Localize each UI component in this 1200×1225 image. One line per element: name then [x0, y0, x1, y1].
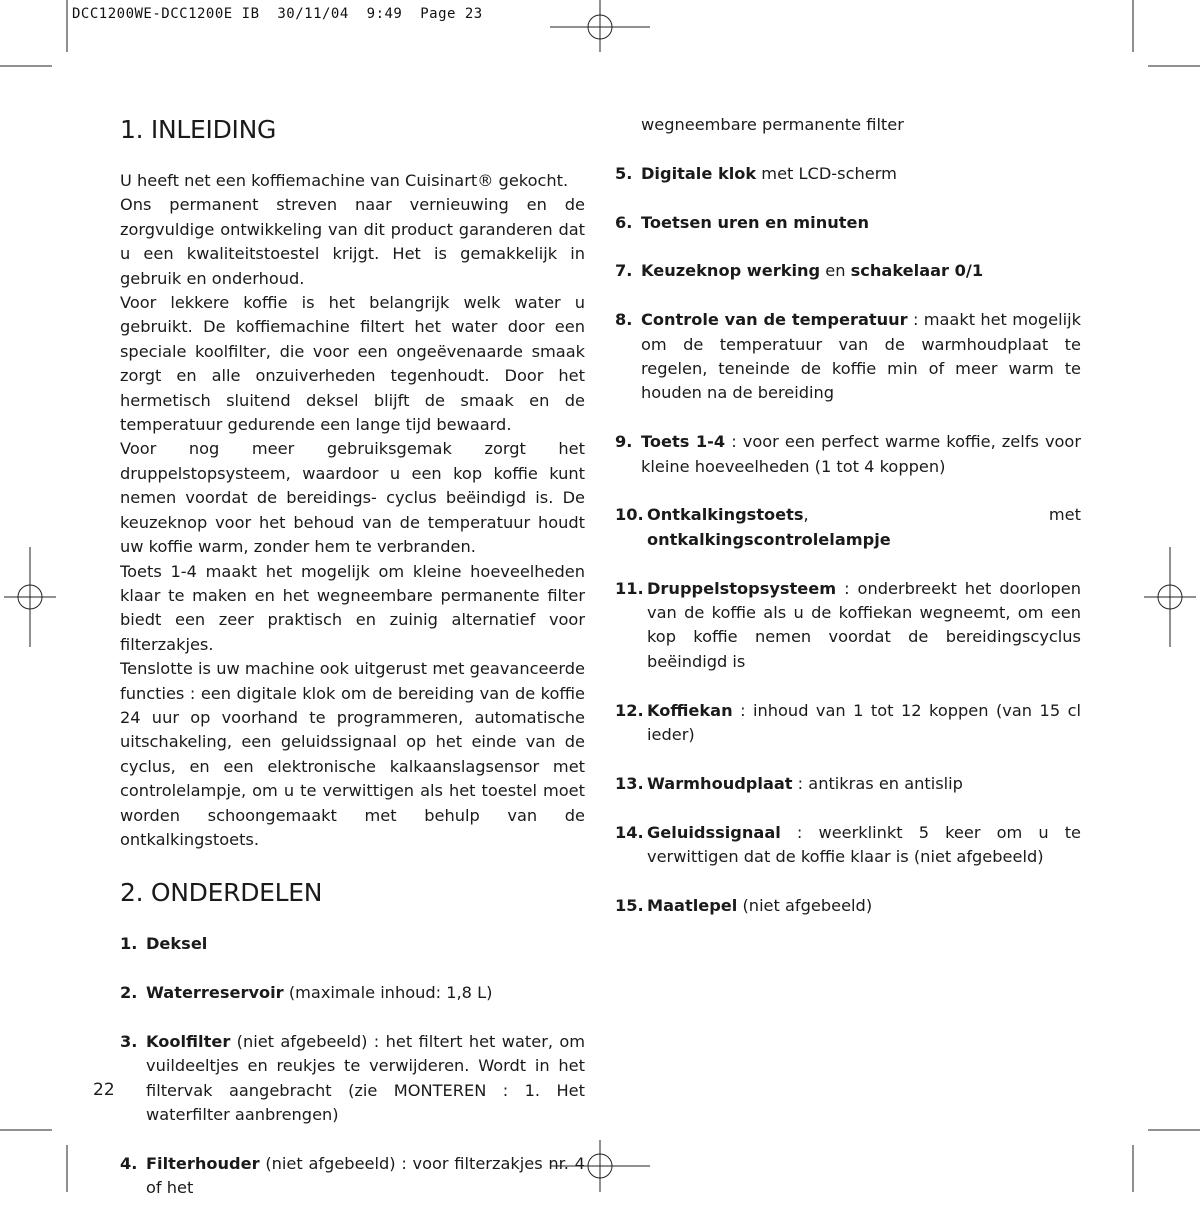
intro-paragraph: Voor nog meer gebruiksgemak zorgt het druppelstopsysteem, waardoor u een kop koffie kunt nemen voordat de bereidings- cyclus beëindigd is. De keuzeknop voor het behoud van de temperatuur houdt uw koffie warm, zonder hem te verbranden.: [120, 439, 585, 557]
item-description: : antikras en antislip: [792, 773, 963, 793]
item-term: Toetsen uren en minuten: [641, 212, 869, 232]
section-title-inleiding: 1. INLEIDING: [120, 115, 277, 144]
intro-paragraph: Ons permanent streven naar vernieuwing en de zorgvuldige ontwikkeling van dit product garanderen dat u een kwaliteitstoestel krijgt. Het is gemakkelijk in gebruik en onderhoud.: [120, 195, 585, 288]
intro-paragraph: Toets 1-4 maakt het mogelijk om kleine hoeveelheden klaar te maken en het wegneembare permanente filter biedt een zeer praktisch en zuinig alternatief voor filterzakjes.: [120, 561, 585, 654]
list-item: [615, 211, 1081, 235]
print-header: DCC1200WE-DCC1200E IB 30/11/04 9:49 Page 23: [72, 6, 483, 22]
section-title-onderdelen: 2. ONDERDELEN: [120, 878, 323, 908]
item-description: (maximale inhoud: 1,8 L): [283, 983, 493, 1003]
registration-mark-left: [4, 547, 56, 647]
item-description: : onderbreekt het doorlopen van de koffie als u de koffiekan wegneemt, om een kop koffie nemen voordat de bereidingscyclus beëindigd is: [647, 578, 1081, 671]
item-term: Controle van de temperatuur: [641, 310, 908, 330]
intro-paragraph: Tenslotte is uw machine ook uitgerust met geavanceerde functies : een digitale klok om de bereiding van de koffie 24 uur op voorhand te programmeren, automatische uitschakeling, een geluidssignaal op het einde van de cyclus, en een elektronische kalkaanslagsensor met controlelampje, om u te verwittigen als het toestel moet worden schoongemaakt met behulp van de ontkalkingstoets.: [120, 659, 585, 849]
item-number: 4.: [120, 1153, 138, 1173]
item-description: : voor een perfect warme koffie, zelfs voor kleine hoeveelheden (1 tot 4 koppen): [641, 432, 1081, 476]
item-number: 15.: [615, 895, 644, 915]
item-description: : maakt het mogelijk om de temperatuur van de warmhoudplaat te regelen, teneinde de koffie min of meer warm te houden na de bereiding: [641, 310, 1081, 403]
item-description: : weerklinkt 5 keer om u te verwittigen dat de koffie klaar is (niet afgebeeld): [647, 822, 1081, 867]
right-column: [615, 113, 1081, 943]
item-number: 10.: [615, 505, 644, 525]
item-term-secondary: ontkalkingscontrolelampje: [647, 529, 891, 549]
list-item: [615, 894, 1081, 918]
item-number: 9.: [615, 432, 633, 452]
page-number: 22: [93, 1080, 115, 1100]
list-item: [615, 577, 1081, 675]
item-number: 8.: [615, 310, 633, 330]
item-term: Waterreservoir: [146, 983, 284, 1003]
item-term: Koolfilter: [146, 1031, 231, 1051]
item-term: Filterhouder: [146, 1153, 260, 1173]
list-item: [120, 1152, 585, 1201]
item-term: Digitale klok: [641, 163, 757, 183]
item-description: , met: [803, 505, 1081, 525]
item-term-secondary: schakelaar 0/1: [850, 261, 984, 281]
list-item: [615, 699, 1081, 748]
item-term: Koffiekan: [647, 700, 733, 720]
registration-mark-top: [550, 0, 650, 52]
item-number: 13.: [615, 773, 644, 793]
item-term: Keuzeknop werking: [641, 261, 821, 281]
list-item: [615, 821, 1081, 870]
item-term: Druppelstopsysteem: [647, 578, 837, 598]
item-term: Ontkalkingstoets: [647, 505, 804, 525]
item-description: (niet afgebeeld) : voor filterzakjes nr. 4 of het: [146, 1153, 585, 1198]
parts-list-continued: [615, 162, 1081, 918]
item-number: 6.: [615, 212, 633, 232]
intro-paragraph: U heeft net een koffiemachine van Cuisinart® gekocht.: [120, 171, 569, 190]
item-number: 12.: [615, 700, 644, 720]
list-item: [120, 1030, 585, 1128]
item-description: (niet afgebeeld): [737, 895, 873, 915]
item-number: 11.: [615, 578, 644, 598]
intro-text: [120, 169, 585, 852]
list-item: [615, 162, 1081, 186]
list-continuation: wegneembare permanente filter: [641, 115, 904, 134]
intro-paragraph: Voor lekkere koffie is het belangrijk welk water u gebruikt. De koffiemachine filtert het water door een speciale koolfilter, die voor een ongeëvenaarde smaak zorgt en alle onzuiverheden tegenhoudt. Door het hermetisch sluitend deksel blijft de smaak en de temperatuur gedurende een lange tijd bewaard.: [120, 293, 585, 435]
item-term: Warmhoudplaat: [647, 773, 793, 793]
item-term: Geluidssignaal: [647, 822, 781, 842]
item-number: 2.: [120, 983, 138, 1003]
item-number: 14.: [615, 822, 644, 842]
item-number: 7.: [615, 261, 633, 281]
item-number: 3.: [120, 1031, 138, 1051]
item-term: Deksel: [146, 934, 208, 954]
item-description: met LCD-scherm: [756, 163, 897, 183]
item-term: Toets 1-4: [641, 432, 726, 452]
item-description: (niet afgebeeld) : het filtert het water, om vuildeeltjes en reukjes te verwijderen. Wordt in het filtervak aangebracht (zie MONTEREN : 1. Het waterfilter aanbrengen): [146, 1031, 585, 1125]
item-description: : inhoud van 1 tot 12 koppen (van 15 cl ieder): [647, 700, 1081, 745]
list-item: [615, 503, 1081, 552]
list-item: [615, 430, 1081, 479]
list-item: [615, 772, 1081, 796]
item-description: en: [820, 261, 851, 281]
list-item: [120, 981, 585, 1005]
item-term: Maatlepel: [647, 895, 738, 915]
registration-mark-right: [1144, 547, 1196, 647]
list-item: [615, 259, 1081, 283]
list-item: [120, 932, 585, 956]
list-item: [615, 308, 1081, 406]
item-number: 5.: [615, 163, 633, 183]
parts-list: [120, 932, 585, 1200]
item-number: 1.: [120, 934, 138, 954]
left-column: [120, 113, 585, 1225]
